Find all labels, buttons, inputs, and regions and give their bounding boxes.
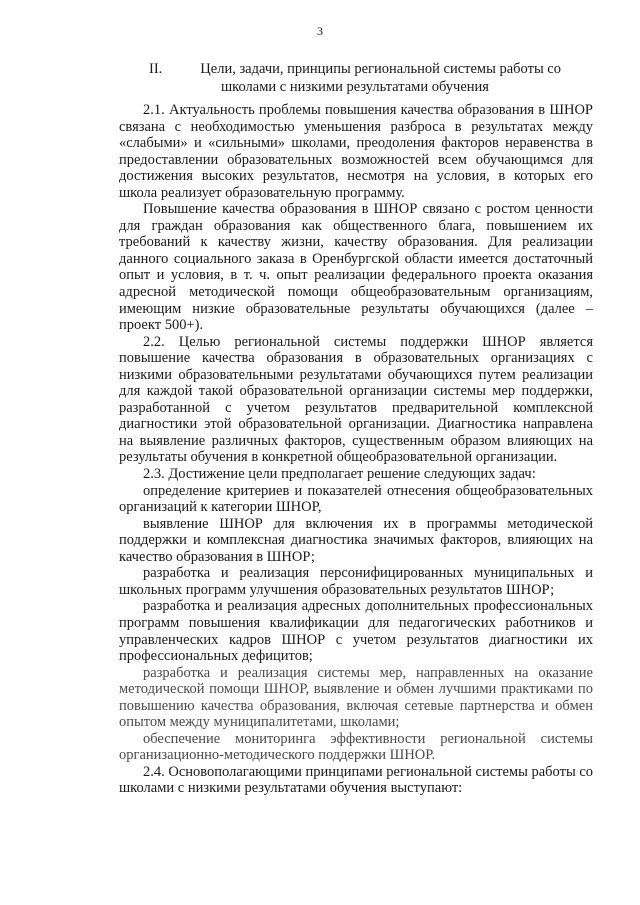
paragraph-2-2: 2.2. Целью региональной системы поддержки ШНОР является повышение качества образования в образовательных организациях с низкими образовательными результатами обучающихся путем реализации для каждой такой образовательной организации системы мер поддержки, разработанной с учетом результатов предварительной комплексной диагностики этой образовательной организации. Диагностика направлена на выявление различных факторов, существенным образом влияющих на результаты обучения в конкретной общеобразовательной организации. (119, 333, 593, 466)
paragraph-quality-growth: Повышение качества образования в ШНОР связано с ростом ценности для граждан образования как общественного блага, повышением их требований к качеству жизни, качеству образования. Для реализации данного социального заказа в Оренбургской области имеется достаточный опыт и условия, в т. ч. опыт реализации федерального проекта оказания адресной методической помощи общеобразовательным организациям, имеющим низкие образовательные результаты обучающихся (далее – проект 500+). (119, 201, 593, 334)
section-title: Цели, задачи, принципы региональной системы работы со школами с низкими результатами обучения (200, 61, 561, 95)
section-number: II. (149, 61, 163, 77)
page-number: 3 (317, 24, 323, 38)
task-item: выявление ШНОР для включения их в программы методической поддержки и комплексная диагностика значимых факторов, влияющих на качество образования в ШНОР; (119, 515, 593, 565)
paragraph-2-3: 2.3. Достижение цели предполагает решение следующих задач: (143, 466, 536, 483)
section-heading (120, 60, 590, 96)
paragraph-2-1: 2.1. Актуальность проблемы повышения качества образования в ШНОР связана с необходимостью уменьшения разброса в результатах между «слабыми» и «сильными» школами, преодоления факторов неравенства в предоставлении образовательных возможностей всем обучающимся для достижения высоких результатов, несмотря на условия, в которых его школа реализует образовательную программу. (119, 102, 593, 201)
document-body (119, 102, 593, 797)
task-item: разработка и реализация системы мер, направленных на оказание методической помощи ШНОР, выявление и обмен лучшими практиками по повышению качества образования, включая сетевые партнерства и обмен опытом между муниципалитетами, школами; (119, 664, 593, 731)
task-item: разработка и реализация адресных дополнительных профессиональных программ повышения квалификации для педагогических работников и управленческих кадров ШНОР с учетом результатов диагностики их профессиональных дефицитов; (119, 598, 593, 665)
task-item: обеспечение мониторинга эффективности региональной системы организационно-методического поддержки ШНОР. (119, 730, 593, 764)
paragraph-2-4: 2.4. Основополагающими принципами региональной системы работы со школами с низкими результатами обучения выступают: (119, 763, 593, 797)
task-item: разработка и реализация персонифицированных муниципальных и школьных программ улучшения образовательных результатов ШНОР; (119, 565, 593, 598)
task-item: определение критериев и показателей отнесения общеобразовательных организаций к категории ШНОР, (119, 482, 593, 516)
